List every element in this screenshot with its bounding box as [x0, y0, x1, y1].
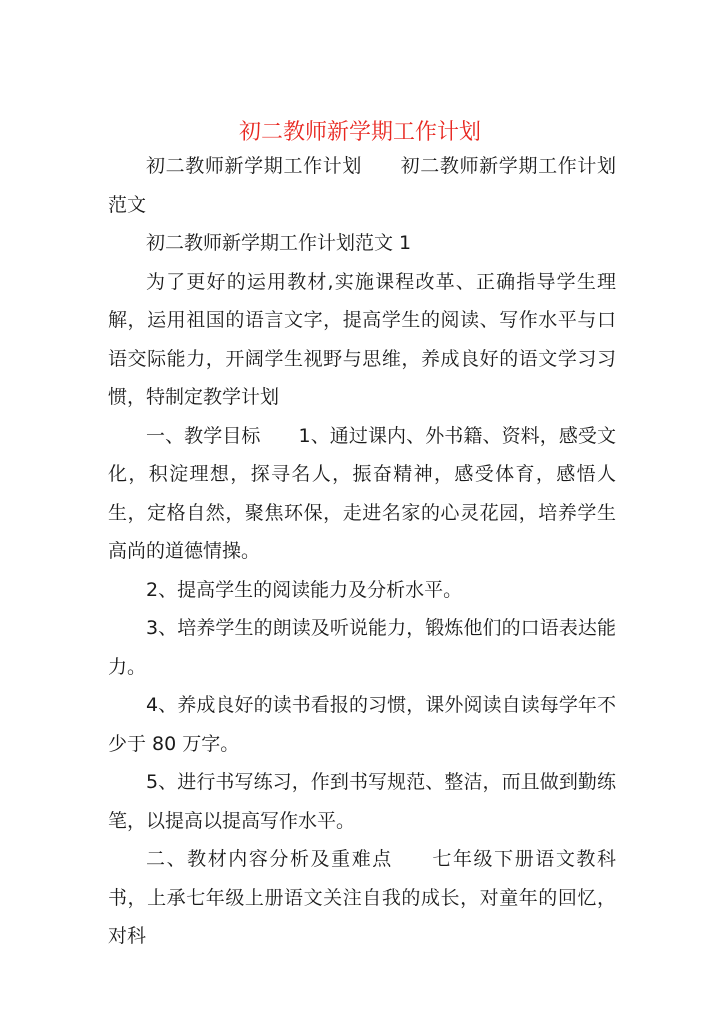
paragraph-2: 初二教师新学期工作计划范文 1 [146, 232, 412, 254]
paragraph-9-heading: 二、教材内容分析及重难点 [146, 848, 393, 870]
paragraph-6: 3、培养学生的朗读及听说能力，锻炼他们的口语表达能力。 [108, 617, 616, 678]
paragraph-4-text: 1、通过课内、外书籍、资料，感受文化，积淀理想，探寻名人，振奋精神，感受体育，感悟人生，定格自然，聚焦环保，走进名家的心灵花园，培养学生高尚的道德情操。 [108, 424, 616, 562]
paragraph-8: 5、进行书写练习，作到书写规范、整洁，而且做到勤练笔，以提高以提高写作水平。 [108, 771, 616, 832]
paragraph-1-part-a: 初二教师新学期工作计划 [146, 155, 362, 177]
paragraph-3: 为了更好的运用教材,实施课程改革、正确指导学生理解，运用祖国的语言文字，提高学生的阅读、写作水平与口语交际能力，开阔学生视野与思维，养成良好的语文学习习惯，特制定教学计划 [108, 270, 616, 408]
paragraph-5: 2、提高学生的阅读能力及分析水平。 [146, 578, 463, 601]
paragraph-7: 4、养成良好的读书看报的习惯，课外阅读自读每学年不少于 80 万字。 [108, 694, 616, 755]
paragraph-4-heading: 一、教学目标 [146, 424, 261, 447]
paragraph-9 [108, 840, 616, 956]
paragraph-4 [108, 417, 616, 571]
document-title: 初二教师新学期工作计划 [238, 119, 481, 145]
paragraph-1 [108, 147, 616, 224]
paragraph-9-text: 七年级下册语文教科书，上承七年级上册语文关注自我的成长，对童年的回忆，对科 [108, 848, 616, 947]
paragraph-1-part-b: 初二教师新学期工作计划范文 [108, 155, 616, 216]
document-body [108, 147, 616, 956]
